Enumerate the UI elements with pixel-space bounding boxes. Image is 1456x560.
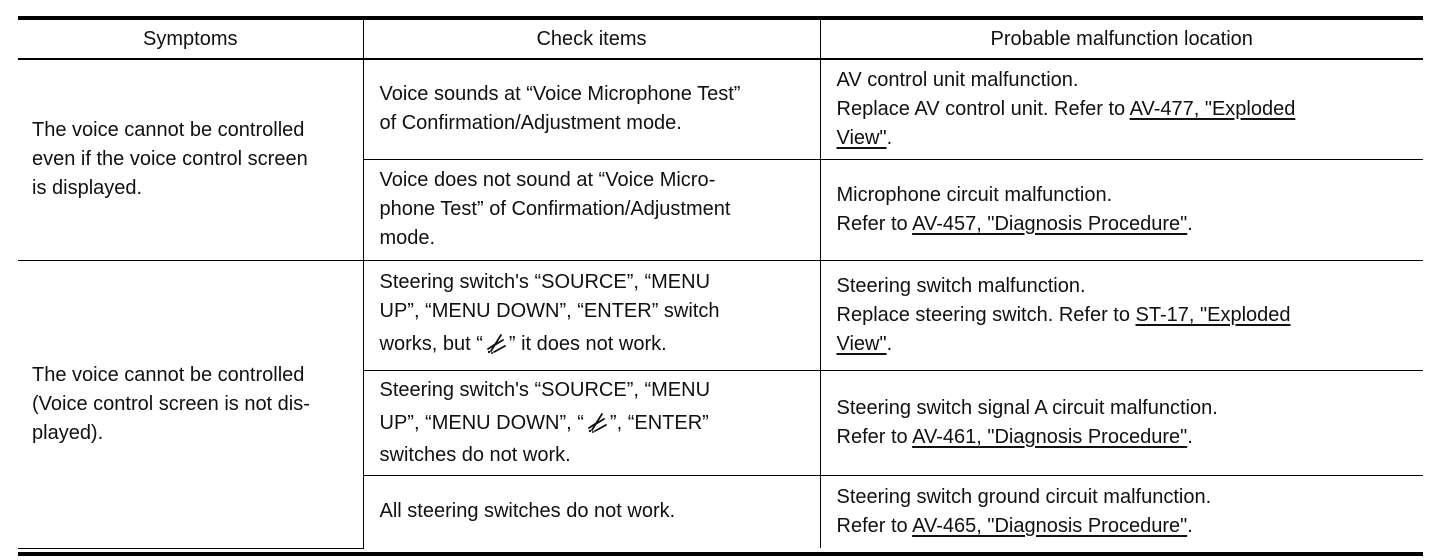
check-line: All steering switches do not work.	[379, 500, 676, 523]
check-text: ” it does not work.	[508, 333, 667, 355]
header-location: Probable malfunction location	[820, 20, 1423, 59]
location-line: Steering switch signal A circuit malfunction.	[836, 396, 1218, 419]
header-symptoms: Symptoms	[18, 20, 363, 59]
symptom-line: The voice cannot be controlled	[32, 363, 305, 386]
location-text: .	[1187, 425, 1193, 448]
location-cell	[820, 260, 1423, 370]
location-line	[837, 330, 1414, 359]
reference-link[interactable]: View"	[836, 126, 887, 149]
symptom-line: is displayed.	[32, 177, 143, 200]
location-line	[837, 95, 1414, 124]
check-line: Voice sounds at “Voice Microphone Test”	[379, 83, 741, 106]
reference-link[interactable]: AV-465, "Diagnosis Procedure"	[912, 514, 1188, 537]
reference-link[interactable]: View"	[836, 332, 887, 355]
location-line: AV control unit malfunction.	[836, 68, 1079, 91]
location-cell	[820, 59, 1423, 159]
voice-control-icon	[485, 332, 507, 354]
check-line: Voice does not sound at “Voice Micro-	[379, 169, 716, 191]
reference-link[interactable]: AV-461, "Diagnosis Procedure"	[912, 425, 1188, 448]
voice-control-icon	[586, 411, 608, 433]
check-cell	[363, 260, 820, 370]
check-cell	[363, 475, 820, 548]
location-text: Refer to	[836, 425, 913, 448]
check-line: of Confirmation/Adjustment mode.	[379, 112, 682, 135]
location-line: Steering switch ground circuit malfunction.	[836, 485, 1212, 508]
symptom-line: The voice cannot be controlled	[32, 119, 305, 142]
location-line: Steering switch malfunction.	[836, 274, 1086, 297]
location-text: .	[886, 126, 893, 149]
location-text: .	[886, 332, 893, 355]
location-text: Replace AV control unit. Refer to	[836, 97, 1130, 120]
symptom-line: even if the voice control screen	[32, 148, 308, 171]
location-text: .	[1187, 212, 1193, 235]
check-line: mode.	[379, 227, 436, 249]
check-line: Steering switch's “SOURCE”, “MENU	[379, 378, 711, 401]
location-line	[837, 301, 1414, 330]
location-cell	[820, 475, 1423, 548]
header-row	[18, 20, 1423, 59]
table-row	[18, 260, 1423, 370]
check-cell	[363, 159, 820, 260]
location-cell	[820, 159, 1423, 260]
location-text: Refer to	[836, 514, 913, 537]
check-text: works, but “	[379, 333, 483, 355]
location-line: Microphone circuit malfunction.	[836, 183, 1113, 206]
check-line	[380, 326, 810, 362]
location-text: Refer to	[836, 212, 913, 235]
location-text: Replace steering switch. Refer to	[836, 303, 1136, 326]
location-line	[837, 512, 1414, 541]
diagnosis-table	[18, 20, 1423, 549]
check-cell	[363, 370, 820, 475]
location-text: .	[1187, 514, 1193, 537]
reference-link[interactable]: AV-457, "Diagnosis Procedure"	[912, 212, 1188, 235]
header-check-items: Check items	[363, 20, 820, 59]
symptom-cell	[18, 59, 363, 260]
table-row	[18, 59, 1423, 159]
symptom-line: played).	[32, 421, 104, 444]
check-text: UP”, “MENU DOWN”, “	[379, 411, 584, 434]
location-cell	[820, 370, 1423, 475]
location-line	[837, 210, 1414, 239]
check-line: UP”, “MENU DOWN”, “ENTER” switch	[379, 300, 720, 322]
reference-link[interactable]: ST-17, "Exploded	[1135, 303, 1291, 326]
table-bottom-rule	[18, 552, 1423, 556]
location-line	[837, 423, 1414, 452]
check-line: switches do not work.	[379, 443, 571, 466]
check-line: phone Test” of Confirmation/Adjustment	[379, 198, 731, 220]
check-line	[380, 405, 810, 441]
check-cell	[363, 59, 820, 159]
symptom-cell	[18, 260, 363, 548]
check-line: Steering switch's “SOURCE”, “MENU	[379, 271, 711, 293]
check-text: ”, “ENTER”	[609, 411, 709, 434]
location-line	[837, 124, 1414, 153]
symptom-line: (Voice control screen is not dis-	[32, 392, 310, 415]
reference-link[interactable]: AV-477, "Exploded	[1129, 97, 1296, 120]
